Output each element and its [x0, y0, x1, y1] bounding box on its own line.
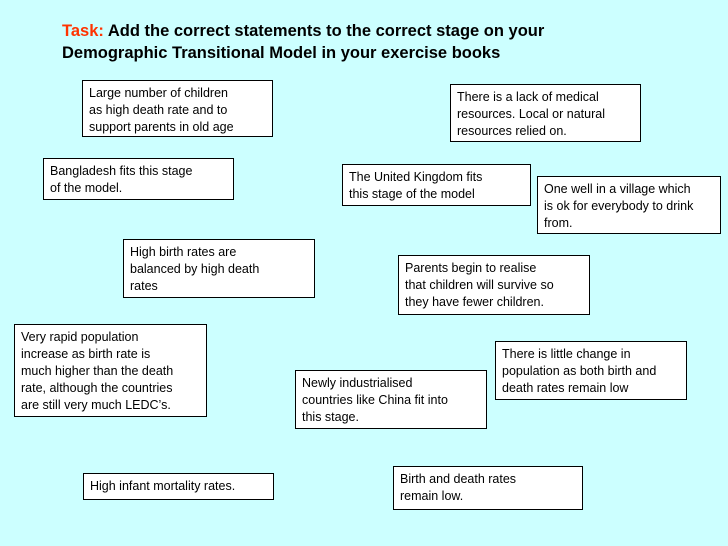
- task-heading-line2: Demographic Transitional Model in your exercise books: [62, 44, 501, 62]
- task-label: Task:: [62, 22, 104, 40]
- card-rapid-population-increase[interactable]: Very rapid population increase as birth rate is much higher than the death rate, although the countries are still very much LEDC’s.: [14, 324, 207, 417]
- task-heading-line1: Add the correct statements to the correct stage on your: [107, 22, 545, 40]
- card-bangladesh[interactable]: Bangladesh fits this stage of the model.: [43, 158, 234, 200]
- card-birth-death-low[interactable]: Birth and death rates remain low.: [393, 466, 583, 510]
- card-lack-of-medical-resources[interactable]: There is a lack of medical resources. Local or natural resources relied on.: [450, 84, 641, 142]
- card-one-well[interactable]: One well in a village which is ok for everybody to drink from.: [537, 176, 721, 234]
- card-newly-industrialised[interactable]: Newly industrialised countries like China fit into this stage.: [295, 370, 487, 429]
- card-high-birth-rates[interactable]: High birth rates are balanced by high death rates: [123, 239, 315, 298]
- card-united-kingdom[interactable]: The United Kingdom fits this stage of the model: [342, 164, 531, 206]
- card-parents-realise[interactable]: Parents begin to realise that children will survive so they have fewer children.: [398, 255, 590, 315]
- card-little-change[interactable]: There is little change in population as both birth and death rates remain low: [495, 341, 687, 400]
- task-heading: [62, 20, 702, 64]
- card-high-infant-mortality[interactable]: High infant mortality rates.: [83, 473, 274, 500]
- card-large-number-of-children[interactable]: Large number of children as high death rate and to support parents in old age: [82, 80, 273, 137]
